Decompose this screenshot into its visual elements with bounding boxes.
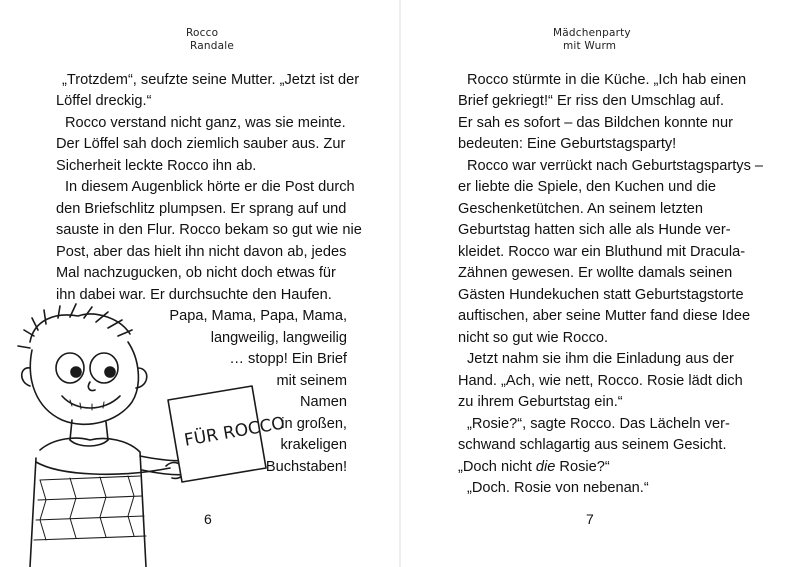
text-line: bedeuten: Eine Geburtstagsparty!: [458, 136, 677, 152]
text-line: er liebte die Spiele, den Kuchen und die: [458, 179, 717, 195]
text-line-doch: [458, 460, 610, 475]
text-line: „Rosie?“, sagte Rocco. Das Lächeln ver-: [467, 416, 730, 432]
text-line: Gästen Hundekuchen statt Geburtstagstorte: [458, 287, 744, 303]
text-line: Geschenketütchen. An seinem letzten: [458, 201, 704, 217]
illustration-boy-with-letter: [0, 290, 300, 567]
text-line: Sicherheit leckte Rocco ihn ab.: [56, 158, 257, 174]
text-emphasis: die: [535, 459, 556, 475]
text-line-wrapped: … stopp! Ein Brief: [229, 351, 347, 367]
running-head-left-line-2: Randale: [190, 40, 235, 52]
text-line: ihn dabei war. Er durchsuchte den Haufen.: [56, 287, 332, 303]
text-line-wrapped: in großen,: [281, 416, 347, 432]
text-line: Hand. „Ach, wie nett, Rocco. Rosie lädt dich: [458, 373, 743, 389]
text-line-wrapped: Papa, Mama, Papa, Mama,: [169, 308, 347, 324]
text-line: Post, aber das hielt ihn nicht davon ab, jedes: [56, 244, 347, 260]
text-line: Rocco verstand nicht ganz, was sie meinte.: [65, 115, 346, 131]
text-line: Mal nachzugucken, ob nicht doch etwas für: [56, 265, 336, 281]
text-line: Zähnen gewesen. Er wollte damals seinen: [458, 265, 733, 281]
text-line: In diesem Augenblick hörte er die Post durch: [65, 179, 355, 195]
text-line-wrapped: mit seinem: [276, 373, 347, 389]
text-line: Brief gekriegt!“ Er riss den Umschlag auf.: [458, 93, 725, 109]
text-line: zu ihrem Geburtstag ein.“: [458, 394, 623, 410]
page-number-left: 6: [204, 511, 212, 527]
text-line: Geburtstag hatten sich alle als Hunde ver-: [458, 222, 731, 238]
text-line: nicht so gut wie Rocco.: [458, 330, 609, 346]
text-line-wrapped: Namen: [299, 394, 347, 410]
text-line: sauste in den Flur. Rocco bekam so gut wie nie: [56, 222, 362, 238]
text-line-wrapped: Buchstaben!: [265, 459, 347, 475]
text-segment: „Doch nicht: [458, 459, 536, 475]
text-line-wrapped: krakeligen: [280, 437, 347, 453]
text-segment: Rosie?“: [555, 459, 610, 475]
running-head-right-line-2: mit Wurm: [563, 40, 617, 52]
text-line: auftischen, aber seine Mutter fand diese Idee: [458, 308, 751, 324]
text-line: schwand schlagartig aus seinem Gesicht.: [458, 437, 727, 453]
text-line: Löffel dreckig.“: [56, 93, 152, 109]
text-line: Jetzt nahm sie ihm die Einladung aus der: [467, 351, 734, 367]
text-line: kleidet. Rocco war ein Bluthund mit Dracula-: [458, 244, 746, 260]
text-line: Rocco war verrückt nach Geburtstagspartys –: [467, 158, 764, 174]
running-head-left-line-1: Rocco: [186, 27, 219, 39]
text-line: den Briefschlitz plumpsen. Er sprang auf und: [56, 201, 347, 217]
text-line-wrapped: langweilig, langweilig: [210, 330, 347, 346]
running-head-right-line-1: Mädchenparty: [553, 27, 631, 39]
text-line: Er sah es sofort – das Bildchen konnte nur: [458, 115, 734, 131]
page-number-right: 7: [586, 511, 594, 527]
text-line: Der Löffel sah doch ziemlich sauber aus. Zur: [56, 136, 346, 152]
text-line: „Doch. Rosie von nebenan.“: [467, 480, 649, 496]
text-line: „Trotzdem“, seufzte seine Mutter. „Jetzt ist der: [62, 72, 360, 88]
text-line: Rocco stürmte in die Küche. „Ich hab einen: [467, 72, 747, 88]
sign-text: FÜR ROCCO: [182, 413, 287, 451]
